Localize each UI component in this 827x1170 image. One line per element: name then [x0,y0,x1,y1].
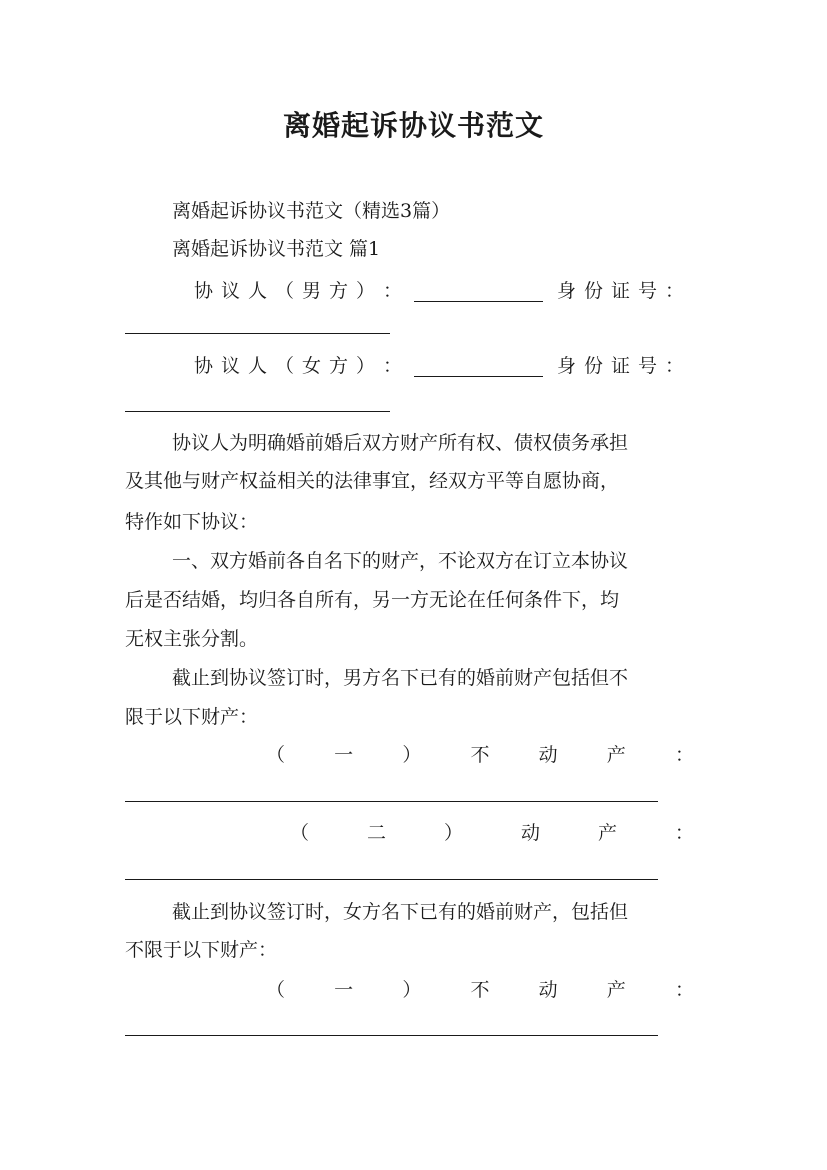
label-char: 女 [301,355,321,377]
label-char: 男 [301,280,321,302]
male-id-blank [125,333,390,334]
female-item-real-estate [266,975,694,1005]
label-char: ） [355,355,375,377]
label-char: 份 [583,355,603,377]
item-char: 二 [366,822,386,844]
party-male-label [190,276,406,306]
label-char: （ [274,280,294,302]
item-char: 不 [470,979,490,1001]
label-char: 份 [583,280,603,302]
item-char: 产 [597,822,617,844]
label-char: （ [274,355,294,377]
party-male-id-label [553,276,688,306]
label-char: 方 [328,355,348,377]
label-char: 方 [328,280,348,302]
document-title: 离婚起诉协议书范文 [282,109,544,142]
label-char: 人 [247,355,267,377]
para2-line3: 无权主张分割。 [125,628,259,650]
label-char: 身 [556,355,576,377]
label-char: ： [382,280,402,302]
para4-line1: 截止到协议签订时，女方名下已有的婚前财产，包括但 [172,901,629,923]
para3-line1: 截止到协议签订时，男方名下已有的婚前财产包括但不 [172,667,629,689]
item-char: 一 [334,744,354,766]
intro-line: 离婚起诉协议书范文（精选3篇） [172,200,451,222]
para1-line3: 特作如下协议： [125,511,259,533]
item-char: ） [402,744,422,766]
item-char: 一 [334,979,354,1001]
label-char: 协 [193,355,213,377]
party-female-label [190,351,406,381]
item-char: ： [674,979,694,1001]
label-char: ： [664,280,684,302]
item-char: （ [266,979,286,1001]
label-char: ） [355,280,375,302]
party-male-row [190,276,688,306]
item-char: ： [674,744,694,766]
para4-line2: 不限于以下财产： [125,939,278,961]
female-real-estate-blank [125,1035,658,1036]
section-heading: 离婚起诉协议书范文 篇1 [172,238,381,260]
label-char: 证 [610,355,630,377]
para1-line1: 协议人为明确婚前婚后双方财产所有权、债权债务承担 [172,432,629,454]
item-char: 产 [606,979,626,1001]
label-char: 号 [637,280,657,302]
label-char: ： [664,355,684,377]
party-female-row [190,351,688,381]
male-real-estate-blank [125,801,658,802]
para2-line2: 后是否结婚，均归各自所有，另一方无论在任何条件下，均 [125,589,620,611]
label-char: 身 [556,280,576,302]
label-char: 议 [220,355,240,377]
label-char: ： [382,355,402,377]
label-char: 人 [247,280,267,302]
male-movable-blank [125,879,658,880]
female-name-blank [414,356,543,377]
item-char: 动 [520,822,540,844]
item-char: 产 [606,744,626,766]
label-char: 号 [637,355,657,377]
item-char: 动 [538,744,558,766]
item-char: （ [266,744,286,766]
label-char: 议 [220,280,240,302]
para1-line2: 及其他与财产权益相关的法律事宜，经双方平等自愿协商， [125,470,620,492]
item-char: 不 [470,744,490,766]
label-char: 协 [193,280,213,302]
item-char: （ [290,822,310,844]
label-char: 证 [610,280,630,302]
para3-line2: 限于以下财产： [125,706,259,728]
female-id-blank [125,411,390,412]
item-char: ） [443,822,463,844]
male-item-real-estate [266,740,694,770]
para2-line1: 一、双方婚前各自名下的财产，不论双方在订立本协议 [172,550,629,572]
item-char: ） [402,979,422,1001]
male-item-movable [290,818,694,848]
party-female-id-label [553,351,688,381]
item-char: 动 [538,979,558,1001]
male-name-blank [414,281,543,302]
item-char: ： [674,822,694,844]
